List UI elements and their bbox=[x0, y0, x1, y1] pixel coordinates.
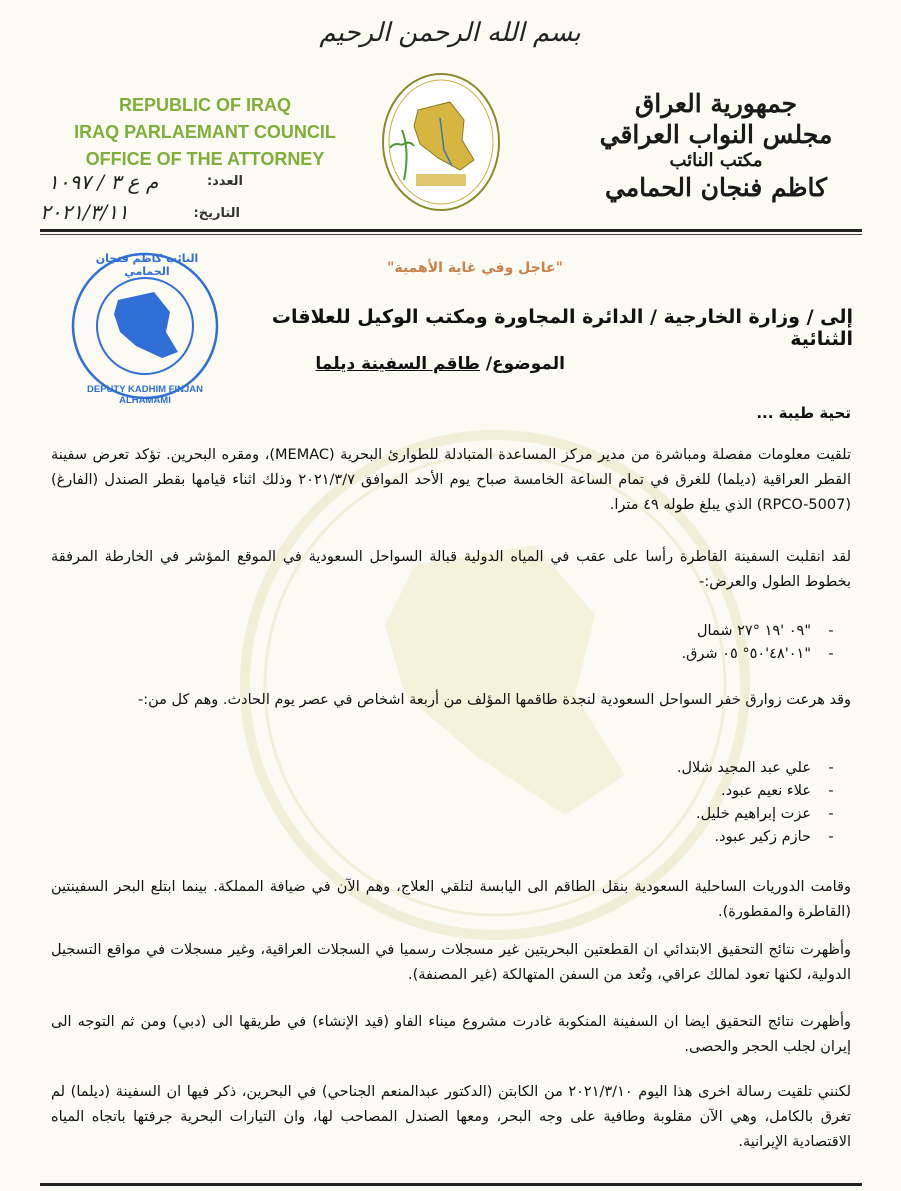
subject-label: الموضوع/ bbox=[485, 354, 565, 374]
list-item: - "٠٩ '١٩ °٢٧ شمال bbox=[51, 620, 851, 643]
letterhead-ar-line: جمهورية العراق bbox=[634, 89, 798, 118]
paragraph-rescue: وقد هرعت زوارق خفر السواحل السعودية لنجدة طاقمها المؤلف من أربعة اشخاص في عصر يوم الحادث. وهم كل من:- bbox=[137, 692, 851, 708]
paragraph-investigation: وأظهرت نتائج التحقيق الابتدائي ان القطعتين البحريتين غير مسجلات رسميا في السجلات العراقية، وغير مسجلات في مواقع التسجيل الدولية، لكنها تعود لمالك عراقي، وتُعد من السفن المتهالكة (غير المصنفة). bbox=[51, 942, 851, 983]
reference-value: م ع ٣ / ١٠٩٧ bbox=[48, 170, 159, 194]
letterhead-en-line: OFFICE OF THE ATTORNEY bbox=[85, 149, 325, 169]
list-item: - علي عبد المجيد شلال. bbox=[51, 757, 851, 780]
date-label: التاريخ: bbox=[193, 206, 240, 221]
letterhead-english bbox=[40, 92, 370, 173]
recipient-line: إلى / وزارة الخارجية / الدائرة المجاورة ومكتب الوكيل للعلاقات الثنائية bbox=[271, 306, 853, 350]
parliament-logo bbox=[380, 70, 502, 218]
stamp-english-text: DEPUTY KADHIM FINJAN ALHAMAMI bbox=[87, 384, 203, 406]
letterhead-en-line: IRAQ PARLAEMANT COUNCIL bbox=[74, 122, 336, 142]
paragraph-capsized: لقد انقلبت السفينة القاطرة رأسا على عقب في المياه الدولية قبالة السواحل السعودية في الموقع المؤشر في الخارطة المرفقة بخطوط الطول والعرض:- bbox=[51, 549, 851, 590]
date-value: ٢٠٢١/٣/١١ bbox=[40, 200, 129, 224]
list-item: - حازم زكير عبود. bbox=[51, 826, 851, 849]
paragraph-memac: تلقيت معلومات مفصلة ومباشرة من مدير مركز المساعدة المتبادلة للطوارئ البحرية (MEMAC)، ومقره البحرين. تؤكد تعرض سفينة القطر العراقية (ديلما) للغرق في تمام الساعة الخامسة صباح يوم الأحد الموافق ٢٠٢١/٣/٧ وذلك اثناء قيامها بقطر الصندل (الفارغ) (RPCO-5007) الذي يبلغ طوله ٤٩ مترا. bbox=[51, 447, 851, 513]
coordinates-list bbox=[51, 620, 851, 666]
subject-line bbox=[315, 354, 565, 374]
letterhead-arabic bbox=[566, 88, 866, 203]
paragraph-second-message: لكنني تلقيت رسالة اخرى هذا اليوم ٢٠٢١/٣/١٠ من الكابتن (الدكتور عبدالمنعم الجناحي) في البحرين، ذكر فيها ان السفينة (ديلما) لم تغرق بالكامل، وهي الآن مقلوبة وطافية على وجه البحر، ومعها الصندل المصاحب لها، وان التيارات البحرية جرفتها باتجاه المياه الاقتصادية الإيرانية. bbox=[51, 1084, 851, 1150]
greeting: تحية طيبة ... bbox=[756, 404, 851, 422]
header-divider-thin bbox=[40, 234, 862, 235]
letterhead-ar-line: كاظم فنجان الحمامي bbox=[604, 173, 828, 202]
crew-list bbox=[51, 757, 851, 849]
list-item: - عزت إبراهيم خليل. bbox=[51, 803, 851, 826]
footer-divider bbox=[40, 1183, 862, 1186]
list-item: - "٠١'٤٨'٥٠° ٠٥ شرق. bbox=[51, 643, 851, 666]
reference-label: العدد: bbox=[206, 174, 243, 189]
subject-value: طاقم السفينة ديلما bbox=[315, 354, 480, 374]
paragraph-coast-guard: وقامت الدوريات الساحلية السعودية بنقل الطاقم الى اليابسة لتلقي العلاج، وهم الآن في ضيافة المملكة. بينما ابتلع البحر السفينتين (القاطرة والمقطورة). bbox=[51, 879, 851, 920]
letterhead-ar-line: مكتب النائب bbox=[669, 150, 763, 171]
paragraph-route: وأظهرت نتائج التحقيق ايضا ان السفينة المنكوبة غادرت مشروع ميناء الفاو (قيد الإنشاء) في طريقها الى (دبي) ومن ثم التوجه الى إيران لجلب الحجر والحصى. bbox=[51, 1014, 851, 1055]
letterhead-en-line: REPUBLIC OF IRAQ bbox=[118, 95, 291, 115]
header-divider bbox=[40, 229, 862, 232]
list-item: - علاء نعيم عبود. bbox=[51, 780, 851, 803]
urgency-note: "عاجل وفي غاية الأهمية" bbox=[387, 260, 563, 276]
reference-number-row bbox=[48, 170, 243, 194]
stamp-arabic-text: النائب كاظم فنجان الحمامي bbox=[95, 252, 199, 278]
date-row bbox=[40, 200, 240, 224]
letterhead-ar-line: مجلس النواب العراقي bbox=[599, 120, 833, 149]
basmala: بسم الله الرحمن الرحيم bbox=[319, 18, 581, 48]
